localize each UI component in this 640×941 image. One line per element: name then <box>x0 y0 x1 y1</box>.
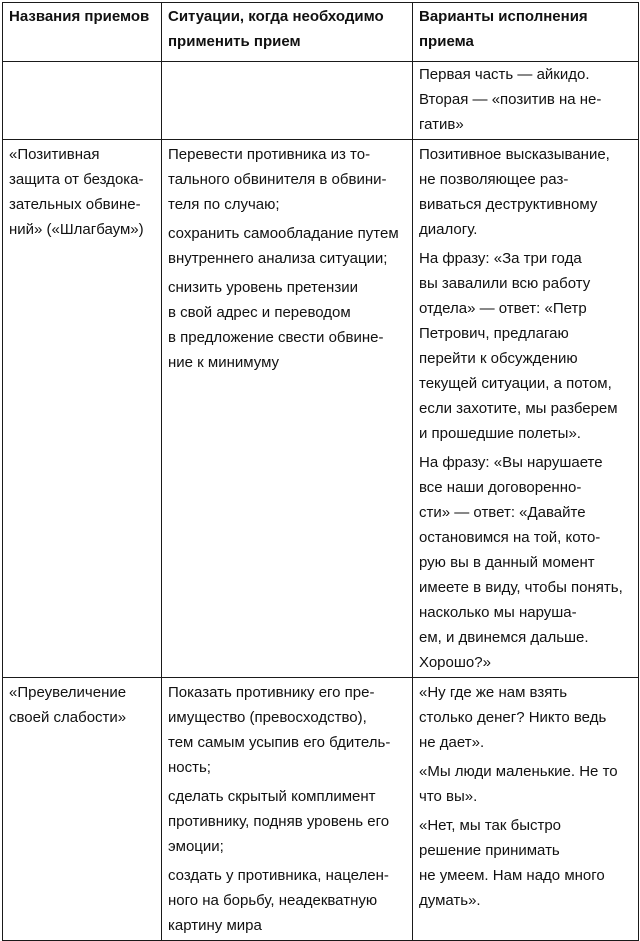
cell-line: противнику, подняв уровень его <box>168 813 390 830</box>
cell-line: в предложение свести обвине- <box>168 329 384 346</box>
cell-line: «Мы люди маленькие. Не то <box>419 763 618 780</box>
cell-line: имущество (превосходство), <box>168 709 367 726</box>
cell-line: все наши договоренно- <box>419 479 582 496</box>
cell-line: Перевести противника из то- <box>168 146 371 163</box>
technique-cell <box>3 678 162 941</box>
cell-line: ность; <box>168 759 211 776</box>
technique-cell <box>3 62 162 140</box>
cell-line: Хорошо?» <box>419 654 491 671</box>
cell-line: виваться деструктивному <box>419 196 598 213</box>
header-technique-names <box>3 3 162 62</box>
table-header-row <box>3 3 639 62</box>
table-row <box>3 140 639 678</box>
table-row <box>3 678 639 941</box>
cell-line: На фразу: «За три года <box>419 250 582 267</box>
header-variants <box>413 3 639 62</box>
cell-line: «Преувеличение <box>9 684 127 701</box>
cell-line: и прошедшие полеты». <box>419 425 581 442</box>
techniques-table <box>2 2 639 941</box>
cell-line: тального обвинителя в обвини- <box>168 171 387 188</box>
cell-line: «Позитивная <box>9 146 100 163</box>
cell-line: вы завалили всю работу <box>419 275 591 292</box>
situations-cell <box>162 140 413 678</box>
cell-line: если захотите, мы разберем <box>419 400 618 417</box>
cell-line: в свой адрес и переводом <box>168 304 351 321</box>
cell-line: «Нет, мы так быстро <box>419 817 562 834</box>
situations-cell <box>162 678 413 941</box>
cell-line: тем самым усыпив его бдитель- <box>168 734 391 751</box>
cell-line: гатив» <box>419 116 464 133</box>
cell-line: Вторая — «позитив на не- <box>419 91 602 108</box>
cell-line: создать у противника, нацелен- <box>168 867 389 884</box>
technique-cell <box>3 140 162 678</box>
cell-line: эмоции; <box>168 838 224 855</box>
cell-line: перейти к обсуждению <box>419 350 578 367</box>
cell-line: ний» («Шлагбаум») <box>9 221 144 238</box>
header-line: приема <box>419 33 474 50</box>
cell-line: не позволяющее раз- <box>419 171 569 188</box>
cell-line: не дает». <box>419 734 485 751</box>
cell-line: защита от бездока- <box>9 171 144 188</box>
cell-line: не умеем. Нам надо много <box>419 867 605 884</box>
variants-cell <box>413 678 639 941</box>
cell-line: ние к минимуму <box>168 354 280 371</box>
cell-line: картину мира <box>168 917 262 934</box>
header-line: Варианты исполнения <box>419 8 588 25</box>
cell-line: сохранить самообладание путем <box>168 225 399 242</box>
cell-line: ем, и двинемся дальше. <box>419 629 589 646</box>
variants-cell <box>413 140 639 678</box>
cell-line: На фразу: «Вы нарушаете <box>419 454 603 471</box>
cell-line: Петрович, предлагаю <box>419 325 569 342</box>
cell-line: отдела» — ответ: «Петр <box>419 300 587 317</box>
cell-line: сти» — ответ: «Давайте <box>419 504 586 521</box>
cell-line: сделать скрытый комплимент <box>168 788 376 805</box>
cell-line: теля по случаю; <box>168 196 280 213</box>
header-line: Названия приемов <box>9 8 150 25</box>
cell-line: снизить уровень претензии <box>168 279 358 296</box>
situations-cell <box>162 62 413 140</box>
cell-line: что вы». <box>419 788 478 805</box>
cell-line: остановимся на той, кото- <box>419 529 601 546</box>
cell-line: своей слабости» <box>9 709 127 726</box>
variants-cell <box>413 62 639 140</box>
cell-line: зательных обвине- <box>9 196 141 213</box>
cell-line: «Ну где же нам взять <box>419 684 568 701</box>
cell-line: Первая часть — айкидо. <box>419 66 590 83</box>
header-situations <box>162 3 413 62</box>
cell-line: рую вы в данный момент <box>419 554 595 571</box>
header-line: применить прием <box>168 33 301 50</box>
cell-line: внутреннего анализа ситуации; <box>168 250 388 267</box>
cell-line: ного на борьбу, неадекватную <box>168 892 378 909</box>
cell-line: диалогу. <box>419 221 478 238</box>
table-row <box>3 62 639 140</box>
cell-line: имеете в виду, чтобы понять, <box>419 579 623 596</box>
cell-line: решение принимать <box>419 842 560 859</box>
cell-line: текущей ситуации, а потом, <box>419 375 612 392</box>
header-line: Ситуации, когда необходимо <box>168 8 384 25</box>
cell-line: насколько мы наруша- <box>419 604 577 621</box>
cell-line: столько денег? Никто ведь <box>419 709 607 726</box>
cell-line: Позитивное высказывание, <box>419 146 610 163</box>
cell-line: думать». <box>419 892 481 909</box>
cell-line: Показать противнику его пре- <box>168 684 375 701</box>
